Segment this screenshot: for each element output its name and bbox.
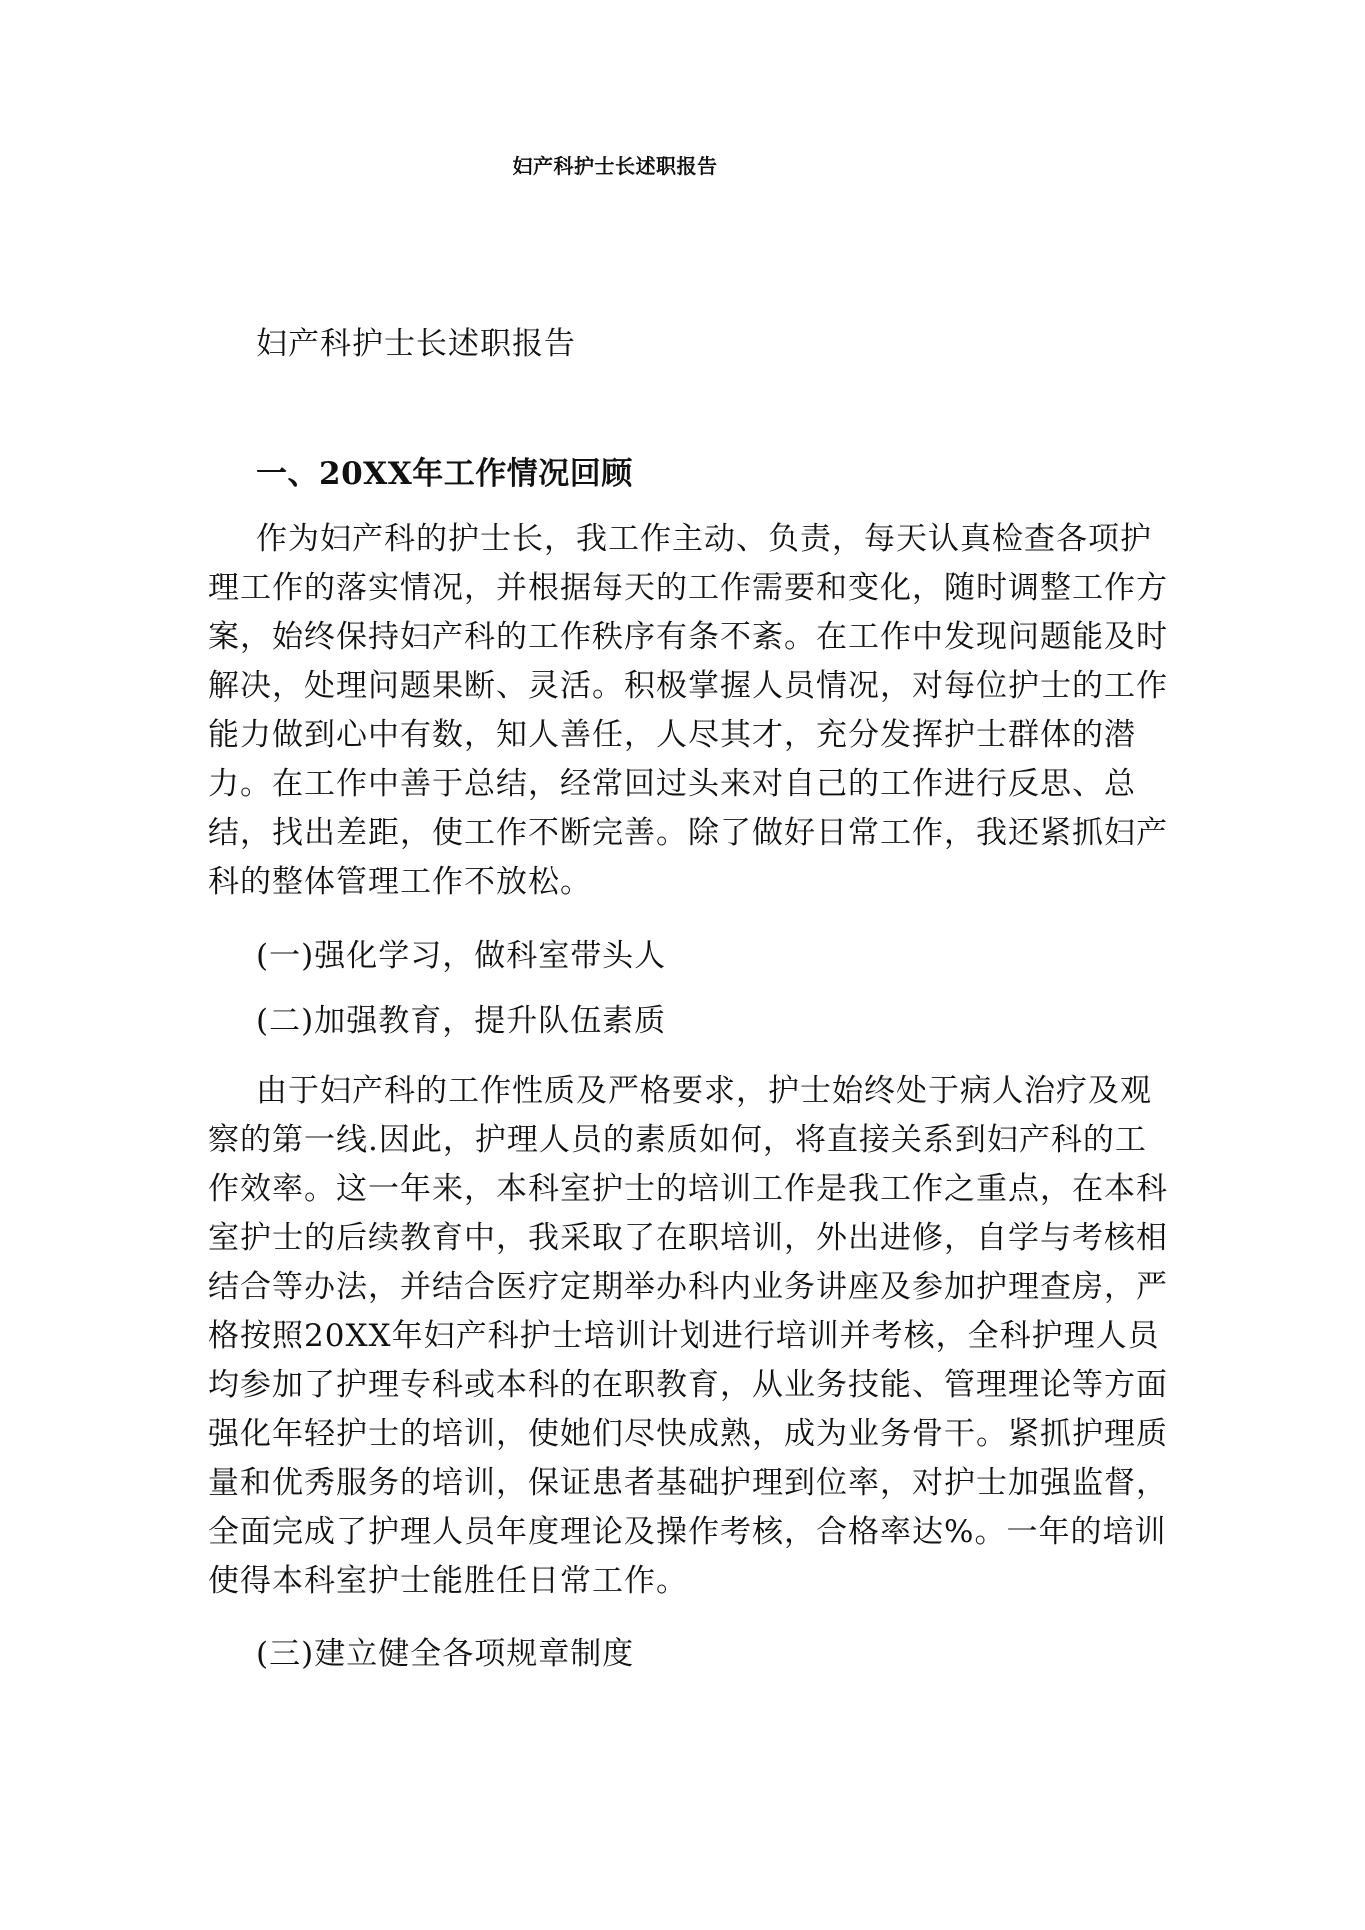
page-header-title: 妇产科护士长述职报告 — [512, 154, 718, 178]
section-heading: 一、20XX年工作情况回顾 — [256, 456, 633, 492]
body-paragraph: 作为妇产科的护士长，我工作主动、负责，每天认真检查各项护理工作的落实情况，并根据每天的工作需要和变化，随时调整工作方案，始终保持妇产科的工作秩序有条不紊。在工作中发现问题能及时解决，处理问题果断、灵活。积极掌握人员情况，对每位护士的工作能力做到心中有数，知人善任，人尽其才，充分发挥护士群体的潜力。在工作中善于总结，经常回过头来对自己的工作进行反思、总结，找出差距，使工作不断完善。除了做好日常工作，我还紧抓妇产科的整体管理工作不放松。 — [208, 521, 1168, 900]
subheading-study: (一)强化学习，做科室带头人 — [256, 938, 667, 974]
document-title: 妇产科护士长述职报告 — [256, 326, 576, 362]
subheading-regulations: (三)建立健全各项规章制度 — [256, 1636, 635, 1672]
body-paragraph: 由于妇产科的工作性质及严格要求，护士始终处于病人治疗及观察的第一线.因此，护理人员的素质如何，将直接关系到妇产科的工作效率。这一年来，本科室护士的培训工作是我工作之重点，在本科室护士的后续教育中，我采取了在职培训，外出进修，自学与考核相结合等办法，并结合医疗定期举办科内业务讲座及参加护理查房，严格按照20XX年妇产科护士培训计划进行培训并考核，全科护理人员均参加了护理专科或本科的在职教育，从业务技能、管理理论等方面强化年轻护士的培训，使她们尽快成熟，成为业务骨干。紧抓护理质量和优秀服务的培训，保证患者基础护理到位率，对护士加强监督，全面完成了护理人员年度理论及操作考核，合格率达%。一年的培训使得本科室护士能胜任日常工作。 — [208, 1073, 1168, 1599]
subheading-education: (二)加强教育，提升队伍素质 — [256, 1003, 667, 1039]
